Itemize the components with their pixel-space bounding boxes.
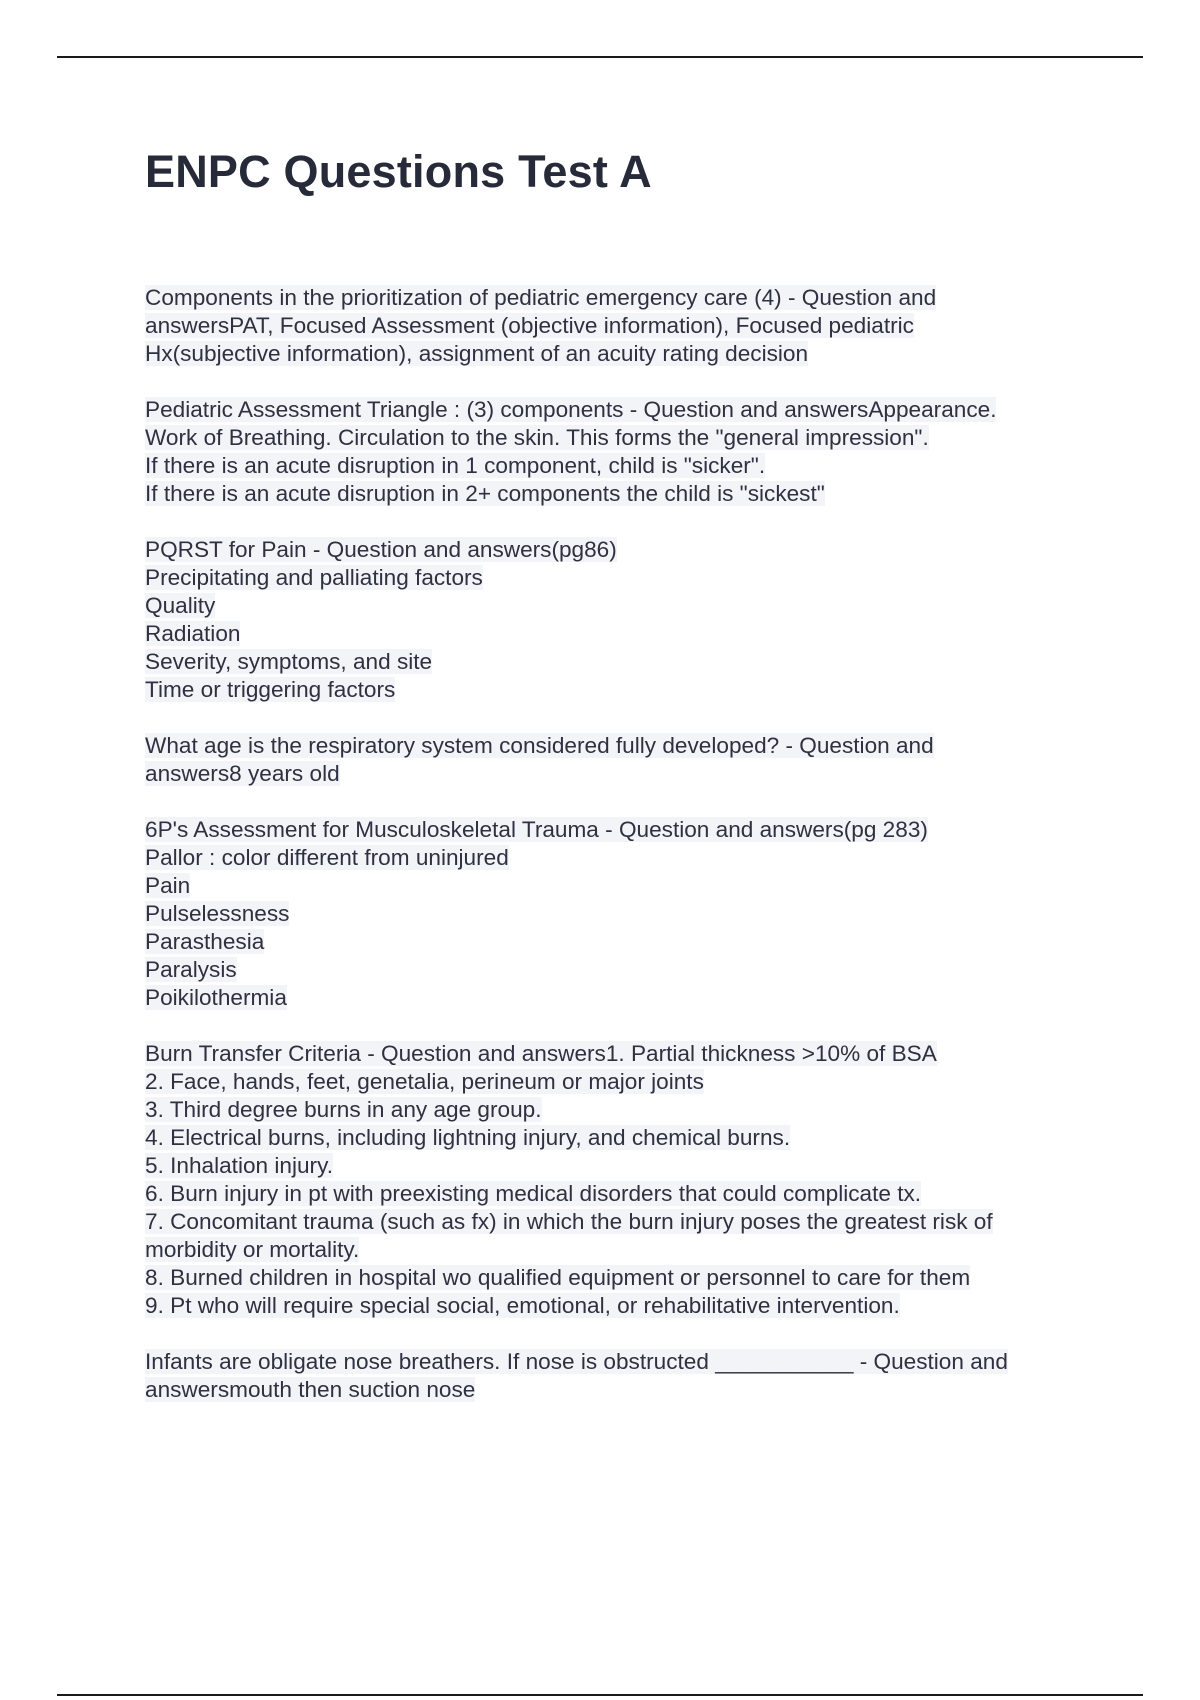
text-line: Burn Transfer Criteria - Question and answers1. Partial thickness >10% of BSA (145, 1041, 937, 1066)
text-line: If there is an acute disruption in 1 component, child is "sicker". (145, 453, 766, 478)
qa-item-burn-transfer (145, 1040, 1085, 1320)
text-line: 6. Burn injury in pt with preexisting medical disorders that could complicate tx. (145, 1181, 922, 1206)
text-line: answersmouth then suction nose (145, 1377, 476, 1402)
document-title: ENPC Questions Test A (145, 146, 652, 197)
text-line: 7. Concomitant trauma (such as fx) in which the burn injury poses the greatest risk of (145, 1209, 993, 1234)
text-line: Pain (145, 873, 191, 898)
text-line: morbidity or mortality. (145, 1237, 360, 1262)
text-line: Hx(subjective information), assignment of an acuity rating decision (145, 341, 809, 366)
top-divider (57, 56, 1143, 58)
qa-list (145, 284, 1085, 1432)
text-line: 4. Electrical burns, including lightning injury, and chemical burns. (145, 1125, 791, 1150)
text-line: If there is an acute disruption in 2+ components the child is "sickest" (145, 481, 825, 506)
qa-item-prioritization (145, 284, 1085, 368)
text-line: Parasthesia (145, 929, 265, 954)
text-line: Pallor : color different from uninjured (145, 845, 509, 870)
text-line: What age is the respiratory system considered fully developed? - Question and (145, 733, 934, 758)
text-line: 3. Third degree burns in any age group. (145, 1097, 542, 1122)
text-line: Pulselessness (145, 901, 290, 926)
qa-item-assessment-triangle (145, 396, 1085, 508)
text-line: 9. Pt who will require special social, emotional, or rehabilitative intervention. (145, 1293, 900, 1318)
qa-item-pqrst (145, 536, 1085, 704)
text-line: Paralysis (145, 957, 237, 982)
text-line: 2. Face, hands, feet, genetalia, perineum or major joints (145, 1069, 704, 1094)
text-line: 6P's Assessment for Musculoskeletal Trauma - Question and answers(pg 283) (145, 817, 928, 842)
bottom-divider (57, 1694, 1143, 1696)
text-line: Time or triggering factors (145, 677, 396, 702)
text-line: Work of Breathing. Circulation to the skin. This forms the "general impression". (145, 425, 929, 450)
text-line: Pediatric Assessment Triangle : (3) components - Question and answersAppearance. (145, 397, 997, 422)
qa-item-6ps-assessment (145, 816, 1085, 1012)
text-line: answersPAT, Focused Assessment (objective information), Focused pediatric (145, 313, 914, 338)
text-line: 5. Inhalation injury. (145, 1153, 333, 1178)
text-line: Precipitating and palliating factors (145, 565, 483, 590)
text-line: PQRST for Pain - Question and answers(pg86) (145, 537, 617, 562)
text-line: Severity, symptoms, and site (145, 649, 433, 674)
text-line: Poikilothermia (145, 985, 287, 1010)
text-line: answers8 years old (145, 761, 340, 786)
qa-item-respiratory-age (145, 732, 1085, 788)
text-line: Infants are obligate nose breathers. If nose is obstructed ___________ - Question and (145, 1349, 1008, 1374)
qa-item-nose-breathers (145, 1348, 1085, 1404)
text-line: Quality (145, 593, 216, 618)
text-line: Radiation (145, 621, 241, 646)
text-line: Components in the prioritization of pediatric emergency care (4) - Question and (145, 285, 937, 310)
text-line: 8. Burned children in hospital wo qualified equipment or personnel to care for them (145, 1265, 971, 1290)
